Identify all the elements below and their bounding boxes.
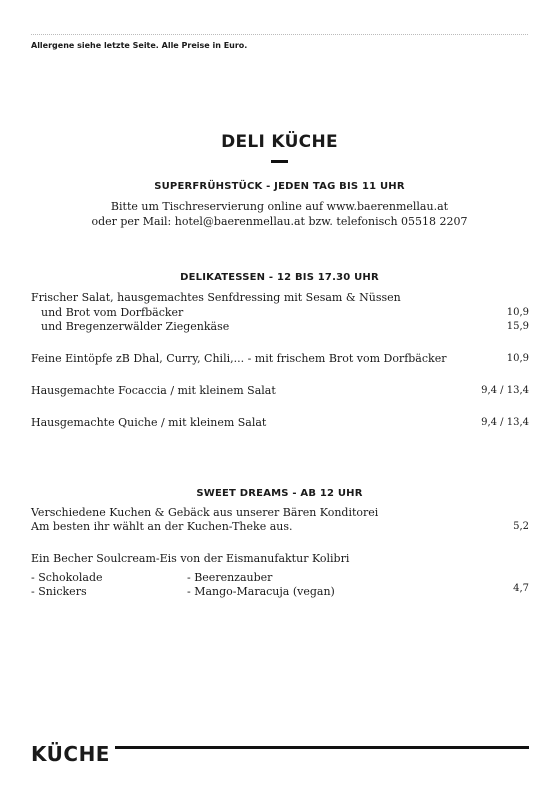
section-heading-sweet: SWEET DREAMS - AB 12 UHR <box>196 488 363 499</box>
footer-title: KÜCHE <box>31 742 110 766</box>
reservation-text-2: oder per Mail: hotel@baerenmellau.at bzw. telefonisch 05518 2207 <box>91 215 468 228</box>
footer-rule <box>115 746 529 749</box>
title-underline <box>271 160 288 163</box>
eintopf-price: 10,9 <box>506 353 529 364</box>
page-title: DELI KÜCHE <box>221 132 338 152</box>
focaccia-price: 9,4 / 13,4 <box>481 385 529 396</box>
eis-price: 4,7 <box>513 583 529 594</box>
salad-option-2: und Bregenzerwälder Ziegenkäse <box>41 320 230 333</box>
kuchen-price: 5,2 <box>513 521 529 532</box>
top-divider <box>31 34 528 35</box>
menu-item-quiche: Hausgemachte Quiche / mit kleinem Salat <box>31 416 267 429</box>
reservation-text-1: Bitte um Tischreservierung online auf www.baerenmellau.at <box>110 200 449 213</box>
menu-item-focaccia: Hausgemachte Focaccia / mit kleinem Salat <box>31 384 276 397</box>
eis-flavor-3: - Beerenzauber <box>187 571 273 584</box>
allergen-note: Allergene siehe letzte Seite. Alle Preise in Euro. <box>31 41 248 50</box>
menu-item-kuchen-1: Verschiedene Kuchen & Gebäck aus unserer Bären Konditorei <box>31 506 379 519</box>
menu-item-salad: Frischer Salat, hausgemachtes Senfdressing mit Sesam & Nüssen <box>31 291 401 304</box>
eis-flavor-4: - Mango-Maracuja (vegan) <box>187 585 335 598</box>
salad-option-1: und Brot vom Dorfbäcker <box>41 306 184 319</box>
eis-flavor-2: - Snickers <box>31 585 87 598</box>
salad-price-1: 10,9 <box>506 307 529 318</box>
salad-price-2: 15,9 <box>506 321 529 332</box>
section-heading-delikatessen: DELIKATESSEN - 12 BIS 17.30 UHR <box>180 272 379 283</box>
menu-item-kuchen-2: Am besten ihr wählt an der Kuchen-Theke aus. <box>31 520 293 533</box>
menu-item-eis: Ein Becher Soulcream-Eis von der Eismanufaktur Kolibri <box>31 552 350 565</box>
eis-flavor-1: - Schokolade <box>31 571 103 584</box>
menu-item-eintopf: Feine Eintöpfe zB Dhal, Curry, Chili,... - mit frischem Brot vom Dorfbäcker <box>31 352 447 365</box>
section-heading-superfruehstueck: SUPERFRÜHSTÜCK - JEDEN TAG BIS 11 UHR <box>154 181 405 192</box>
quiche-price: 9,4 / 13,4 <box>481 417 529 428</box>
